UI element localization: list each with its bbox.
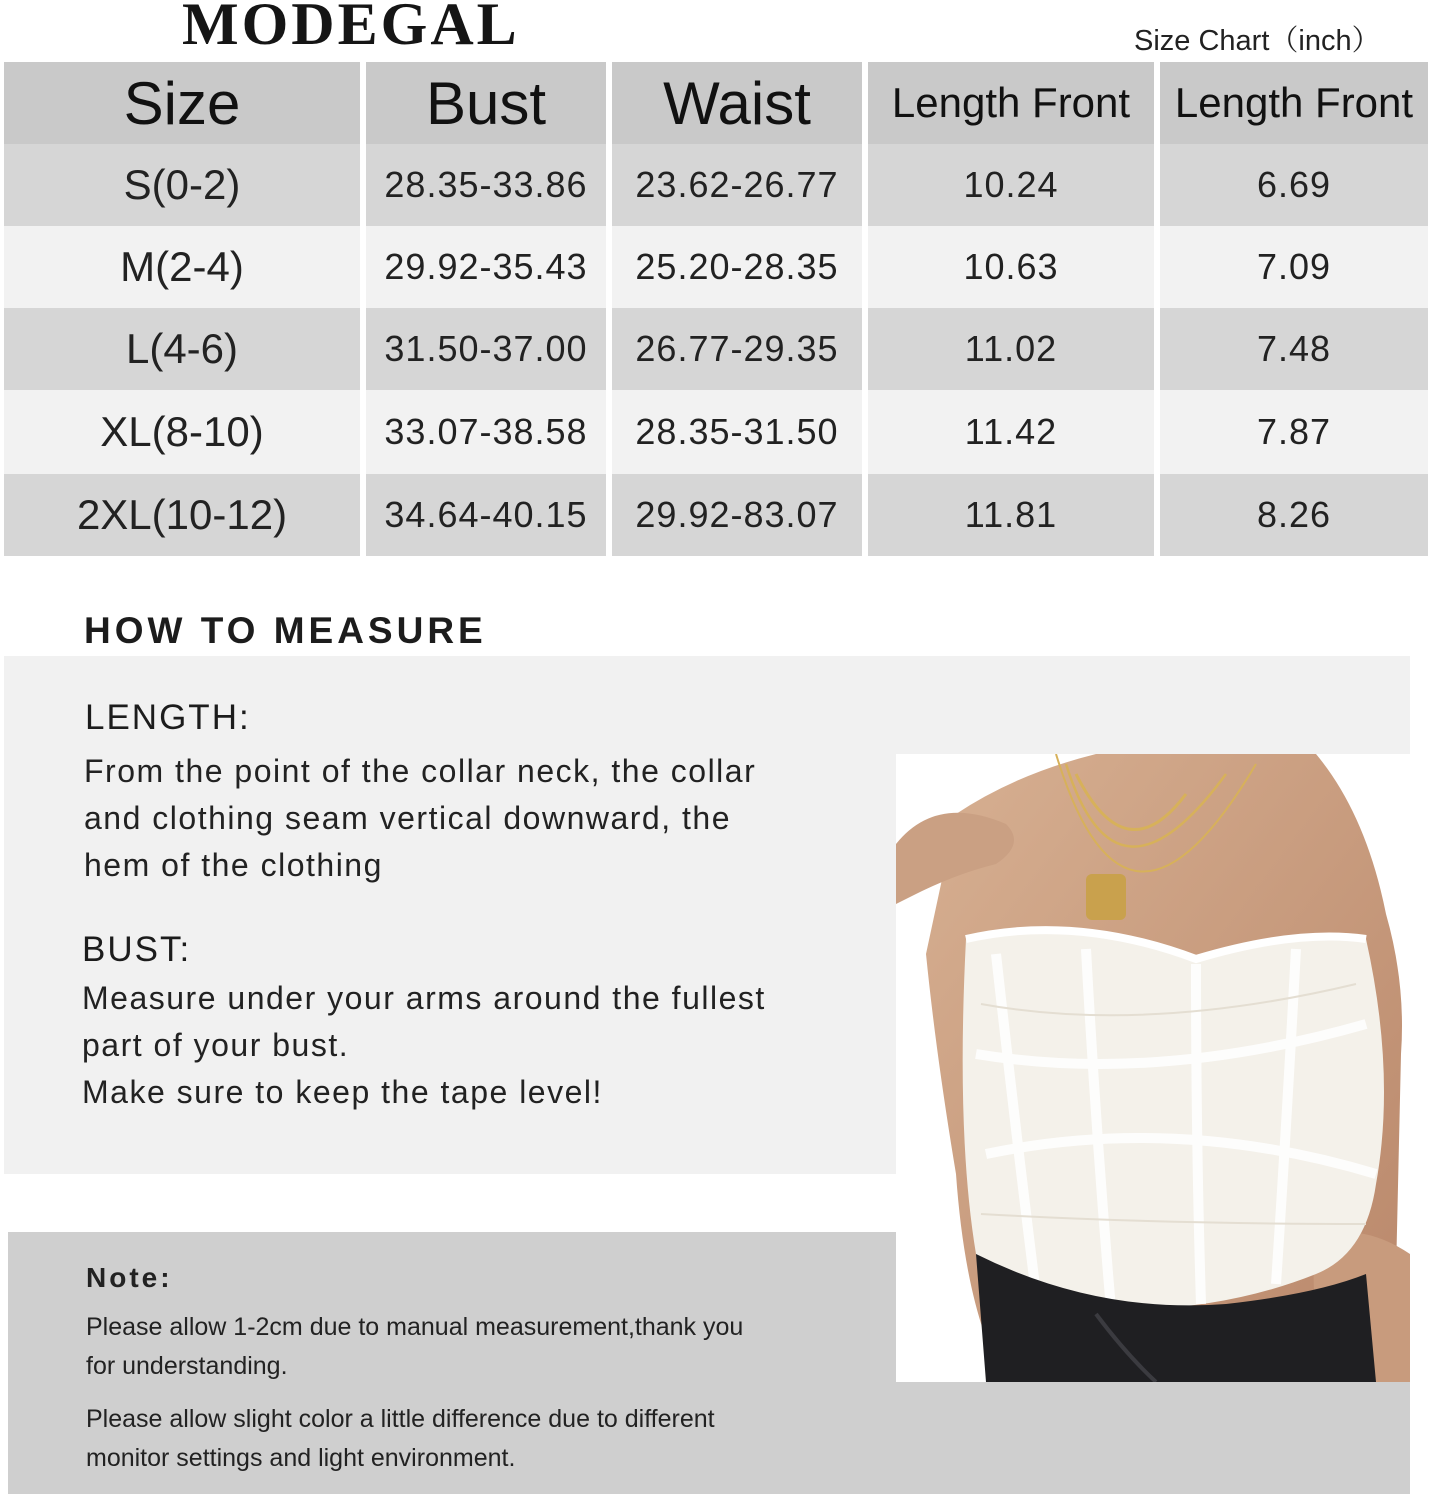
how-to-measure-title: HOW TO MEASURE xyxy=(84,610,487,651)
brand-logo: MODEGAL xyxy=(182,0,520,57)
bust-cell: 28.35-33.86 xyxy=(366,144,606,226)
bust-cell: 33.07-38.58 xyxy=(366,390,606,474)
size-cell: 2XL(10-12) xyxy=(4,474,360,556)
note-line-1: Please allow 1-2cm due to manual measurement,thank you for understanding. xyxy=(86,1313,744,1380)
size-cell: XL(8-10) xyxy=(4,390,360,474)
waist-cell: 26.77-29.35 xyxy=(612,308,862,390)
length-front-cell: 10.24 xyxy=(868,144,1154,226)
bust-description: Measure under your arms around the fullest part of your bust. Make sure to keep the tape level! xyxy=(82,980,766,1110)
waist-cell: 28.35-31.50 xyxy=(612,390,862,474)
header-length-front: Length Front xyxy=(868,62,1154,144)
waist-cell: 29.92-83.07 xyxy=(612,474,862,556)
size-cell: M(2-4) xyxy=(4,226,360,308)
waist-cell: 25.20-28.35 xyxy=(612,226,862,308)
length-front-cell: 10.63 xyxy=(868,226,1154,308)
length-front-2-cell: 7.48 xyxy=(1160,308,1428,390)
bust-cell: 34.64-40.15 xyxy=(366,474,606,556)
length-front-cell: 11.42 xyxy=(868,390,1154,474)
length-front-2-cell: 7.09 xyxy=(1160,226,1428,308)
header-length-front-2: Length Front xyxy=(1160,62,1428,144)
chart-unit-label: Size Chart（inch） xyxy=(1134,25,1381,57)
length-heading: LENGTH: xyxy=(85,698,251,737)
length-front-2-cell: 8.26 xyxy=(1160,474,1428,556)
header-size: Size xyxy=(4,62,360,144)
waist-cell: 23.62-26.77 xyxy=(612,144,862,226)
size-table xyxy=(4,62,1428,556)
note-title: Note: xyxy=(86,1262,173,1293)
bust-cell: 29.92-35.43 xyxy=(366,226,606,308)
corset-illustration-icon xyxy=(896,754,1410,1382)
header-waist: Waist xyxy=(612,62,862,144)
size-cell: L(4-6) xyxy=(4,308,360,390)
header-bust: Bust xyxy=(366,62,606,144)
length-front-cell: 11.02 xyxy=(868,308,1154,390)
length-description: From the point of the collar neck, the collar and clothing seam vertical downward, the hem of the clothing xyxy=(84,753,757,883)
length-front-cell: 11.81 xyxy=(868,474,1154,556)
length-front-2-cell: 6.69 xyxy=(1160,144,1428,226)
note-line-2: Please allow slight color a little difference due to different monitor settings and light environment. xyxy=(86,1405,715,1472)
bust-cell: 31.50-37.00 xyxy=(366,308,606,390)
model-wearing-white-corset-photo xyxy=(896,754,1410,1382)
length-front-2-cell: 7.87 xyxy=(1160,390,1428,474)
size-cell: S(0-2) xyxy=(4,144,360,226)
bust-heading: BUST: xyxy=(82,930,192,969)
